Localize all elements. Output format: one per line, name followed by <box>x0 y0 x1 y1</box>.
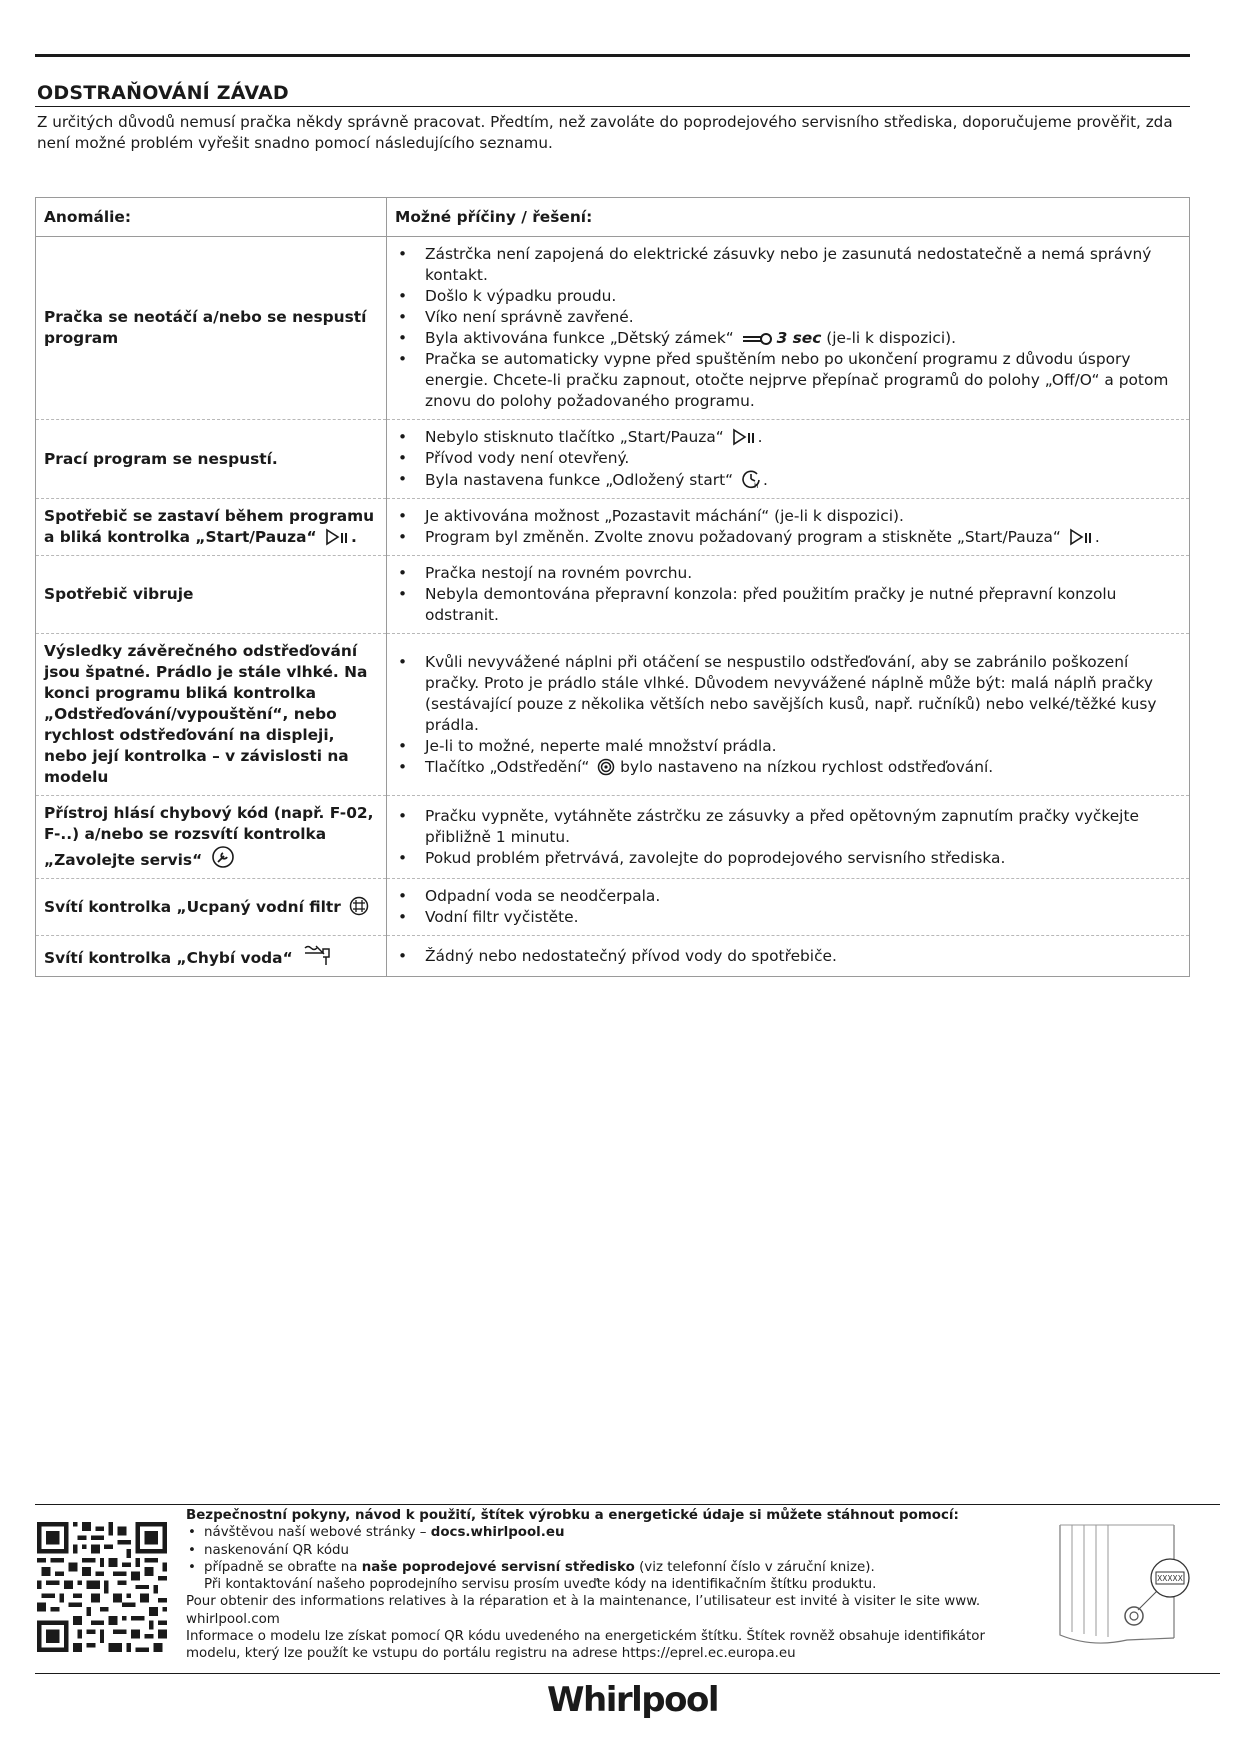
start-pause-icon <box>325 528 351 546</box>
list-item: • případně se obraťte na naše poprodejové servisní středisko (viz telefonní číslo v záruční knize). <box>186 1559 1036 1576</box>
anomaly-cell: Spotřebič se zastaví během programu a bliká kontrolka „Start/Pauza“ . <box>36 499 387 556</box>
delayed-start-text: Byla nastavena funkce „Odložený start“ <box>425 471 734 489</box>
list-item: • Byla nastavena funkce „Odložený start“ h . <box>395 469 1181 491</box>
start-pause-icon <box>1069 528 1095 546</box>
child-lock-icon <box>742 331 772 347</box>
child-lock-seconds: 3 sec <box>776 329 822 347</box>
table-header-row <box>36 198 1190 237</box>
list-item: • Nebyla demontována přepravní konzola: před použitím pračky je nutné přepravní konzolu odstranit. <box>395 584 1181 626</box>
service-icon <box>211 845 235 869</box>
list-item: • Pračka se automaticky vypne před spuštěním nebo po ukončení programu z důvodu úspory energie. Chcete-li pračku zapnout, otočte nejprve přepínač programů do polohy „Off/O“ a potom znovu do polohy požadovaného programu. <box>395 349 1181 412</box>
website-link[interactable]: docs.whirlpool.eu <box>430 1525 565 1541</box>
start-pause-icon <box>732 428 758 446</box>
whirlpool-logo: Whirlpool <box>547 1680 718 1720</box>
anomaly-text: Svítí kontrolka „Ucpaný vodní filtr <box>44 898 341 916</box>
anomaly-text: Svítí kontrolka „Chybí voda“ <box>44 949 293 967</box>
list-item: • Odpadní voda se neodčerpala. <box>395 886 1181 907</box>
footer-indent-line: Při kontaktování našeho poprodejního servisu prosím uveďte kódy na identifikačním štítku produktu. <box>204 1577 877 1593</box>
anomaly-text: Spotřebič se zastaví během programu a bliká kontrolka „Start/Pauza“ <box>44 507 375 546</box>
header-anomaly: Anomálie: <box>36 198 387 237</box>
list-item <box>395 757 1181 778</box>
causes-cell <box>387 237 1190 420</box>
table-row <box>36 420 1190 499</box>
table-row <box>36 796 1190 879</box>
spin-text: Tlačítko „Odstředění“ <box>425 757 590 776</box>
anomaly-cell: Spotřebič vibruje <box>36 556 387 634</box>
list-item: • Pračka nestojí na rovném povrchu. <box>395 563 1181 584</box>
list-item: • Žádný nebo nedostatečný přívod vody do spotřebiče. <box>395 946 1181 967</box>
list-item: • Vodní filtr vyčistěte. <box>395 907 1181 928</box>
causes-cell <box>387 499 1190 556</box>
label-code: XXXXX <box>1157 1574 1183 1583</box>
intro-paragraph: Z určitých důvodů nemusí pračka někdy správně pracovat. Předtím, než zavoláte do poprodejového servisního střediska, doporučujeme prověřit, zda není možné problém vyřešit snadno pomocí následujícího seznamu. <box>37 113 1173 152</box>
list-item: • Kvůli nevyvážené náplni při otáčení se nespustilo odstřeďování, aby se zabránilo poškození pračky. Proto je prádlo stále vlhké. Důvodem nevyvážené náplně může být: malá náplň pračky (sestávající pouze z několika větších nebo savějších kusů, např. ručníků) nebo velké/těžké kusy prádla. <box>395 652 1181 736</box>
anomaly-text: Přístroj hlásí chybový kód (např. F-02, F-..) a/nebo se rozsvítí kontrolka „Zavolejte servis“ <box>44 804 374 869</box>
machine-label-diagram <box>1052 1520 1197 1659</box>
list-item: • Pračku vypněte, vytáhněte zástrčku ze zásuvky a před opětovným zapnutím pračky vyčkejte přibližně 1 minutu. <box>395 806 1181 848</box>
spin-icon <box>597 758 615 776</box>
footer-top-rule <box>35 1504 1220 1505</box>
causes-cell <box>387 634 1190 796</box>
table-row <box>36 237 1190 420</box>
table-row <box>36 556 1190 634</box>
anomaly-cell: Výsledky závěrečného odstřeďování jsou špatné. Prádlo je stále vlhké. Na konci programu bliká kontrolka „Odstřeďování/vypouštění“, nebo rychlost odstřeďování na displeji, nebo její kontrolka – v závislosti na modelu <box>36 634 387 796</box>
anomaly-cell <box>36 936 387 977</box>
list-item <box>395 328 1181 349</box>
causes-cell <box>387 420 1190 499</box>
anomaly-cell: Pračka se neotáčí a/nebo se nespustí program <box>36 237 387 420</box>
list-item: • naskenování QR kódu <box>186 1542 1036 1559</box>
no-water-icon <box>301 943 335 967</box>
list-item: • Je-li to možné, neperte malé množství prádla. <box>395 736 1181 757</box>
table-row <box>36 936 1190 977</box>
list-item: • Program byl změněn. Zvolte znovu požadovaný program a stiskněte „Start/Pauza“ . <box>395 527 1181 548</box>
list-item: • Víko není správně zavřené. <box>395 307 1181 328</box>
list-item: • Přívod vody není otevřený. <box>395 448 1181 469</box>
svg-text:h: h <box>754 482 759 489</box>
causes-cell <box>387 936 1190 977</box>
footer-bottom-rule <box>35 1673 1220 1674</box>
troubleshooting-table <box>35 197 1190 977</box>
table-row <box>36 634 1190 796</box>
causes-cell <box>387 796 1190 879</box>
delayed-start-icon <box>741 469 763 489</box>
list-item: • návštěvou naší webové stránky – docs.whirlpool.eu <box>186 1524 1036 1541</box>
start-pause-text: Nebylo stisknuto tlačítko „Start/Pauza“ <box>425 428 724 446</box>
filter-icon <box>349 896 369 916</box>
qr-code <box>37 1522 167 1656</box>
list-item: • Je aktivována možnost „Pozastavit máchání“ (je-li k dispozici). <box>395 506 1181 527</box>
table-row <box>36 879 1190 936</box>
spin-suffix: bylo nastaveno na nízkou rychlost odstřeďování. <box>620 757 994 776</box>
page-title: ODSTRAŇOVÁNÍ ZÁVAD <box>37 82 289 104</box>
footer-heading: Bezpečnostní pokyny, návod k použití, štítek výrobku a energetické údaje si můžete stáhnout pomocí: <box>186 1508 959 1523</box>
list-item: • Nebylo stisknuto tlačítko „Start/Pauza“ . <box>395 427 1181 448</box>
list-item: • Došlo k výpadku proudu. <box>395 286 1181 307</box>
table-row <box>36 499 1190 556</box>
program-changed-text: Program byl změněn. Zvolte znovu požadovaný program a stiskněte „Start/Pauza“ <box>425 528 1061 546</box>
anomaly-cell <box>36 796 387 879</box>
list-item: • Pokud problém přetrvává, zavolejte do poprodejového servisního střediska. <box>395 848 1181 869</box>
footer-text <box>186 1507 1036 1663</box>
causes-cell <box>387 879 1190 936</box>
top-rule <box>35 54 1190 57</box>
causes-cell <box>387 556 1190 634</box>
footer-french: Pour obtenir des informations relatives à la réparation et à la maintenance, l’utilisateur est invité à visiter le site www. whirlpool.com <box>186 1594 981 1627</box>
anomaly-cell <box>36 879 387 936</box>
list-item: • Zástrčka není zapojená do elektrické zásuvky nebo je zasunutá nedostatečně a nemá správný kontakt. <box>395 244 1181 286</box>
header-causes: Možné příčiny / řešení: <box>387 198 1190 237</box>
child-lock-text: Byla aktivována funkce „Dětský zámek“ <box>425 329 734 347</box>
child-lock-suffix: (je-li k dispozici). <box>826 329 957 347</box>
footer-info: Informace o modelu lze získat pomocí QR kódu uvedeného na energetickém štítku. Štítek rovněž obsahuje identifikátor modelu, který lze použít ke vstupu do portálu registru na adrese https://eprel.ec.europa.eu <box>186 1629 985 1662</box>
title-rule <box>35 106 1190 107</box>
anomaly-cell: Prací program se nespustí. <box>36 420 387 499</box>
